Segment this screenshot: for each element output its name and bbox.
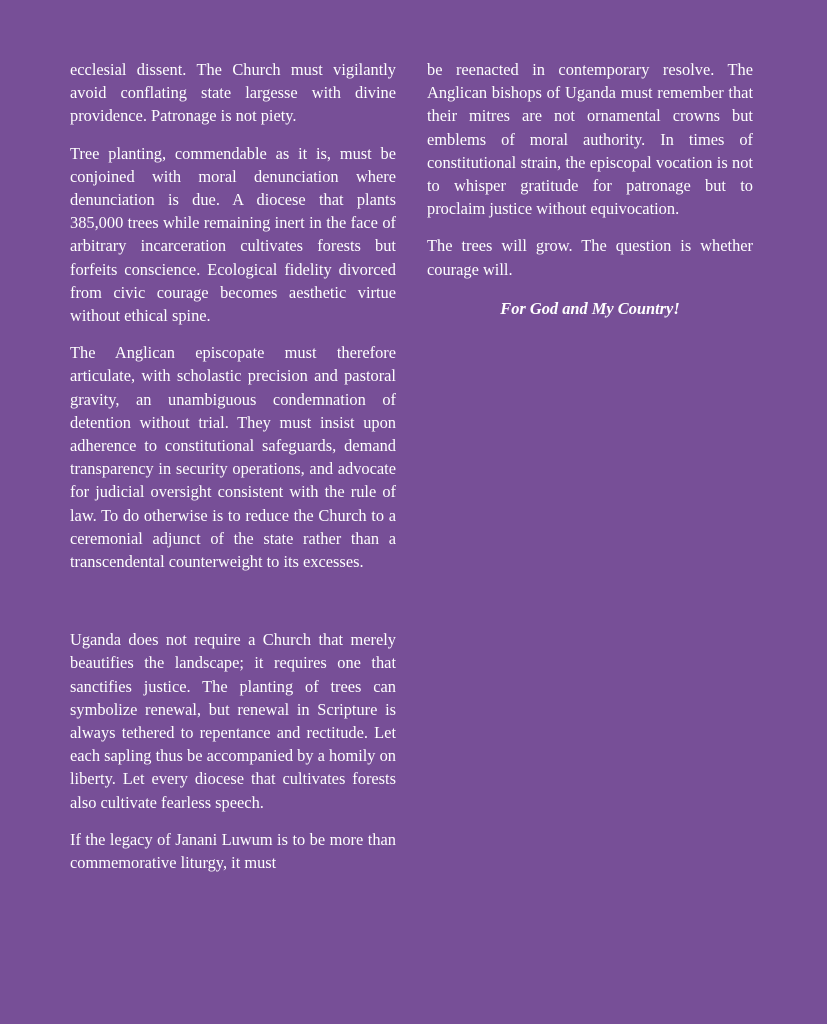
paragraph-uganda-church: Uganda does not require a Church that merely beautifies the landscape; it requires one that sanctifies justice. The planting of trees can symbolize renewal, but renewal in Scripture is always tethered to repentance and rectitude. Let each sapling thus be accompanied by a homily on liberty. Let every diocese that cultivates forests also cultivate fearless speech. [70, 630, 396, 812]
paragraph-anglican-episcopate: The Anglican episcopate must therefore articulate, with scholastic precision and pastoral gravity, an unambiguous condemnation of detention without trial. They must insist upon adherence to constitutional safeguards, demand transparency in security operations, and advocate for judicial oversight consistent with the rule of law. To do otherwise is to reduce the Church to a ceremonial adjunct of the state rather than a transcendental counterweight to its excesses. [70, 343, 396, 572]
section-gap [70, 587, 396, 628]
paragraph-trees-will-grow: The trees will grow. The question is whether courage will. [427, 236, 753, 279]
paragraph-janani-luwum: If the legacy of Janani Luwum is to be more than commemorative liturgy, it must [70, 829, 396, 873]
left-column [70, 58, 396, 888]
closing-motto: For God and My Country! [500, 298, 680, 318]
paragraph-patronage: ecclesial dissent. The Church must vigilantly avoid conflating state largesse with divine providence. Patronage is not piety. [70, 60, 396, 126]
paragraph-bishops-resolve: be reenacted in contemporary resolve. The Anglican bishops of Uganda must remember that their mitres are not ornamental crowns but emblems of moral authority. In times of constitutional strain, the episcopal vocation is not to whisper gratitude for patronage but to proclaim justice without equivocation. [427, 60, 753, 219]
paragraph-tree-planting: Tree planting, commendable as it is, must be conjoined with moral denunciation where denunciation is due. A diocese that plants 385,000 trees while remaining inert in the face of arbitrary incarceration cultivates forests but forfeits conscience. Ecological fidelity divorced from civic courage becomes aesthetic virtue without ethical spine. [70, 143, 396, 326]
right-column [427, 58, 753, 334]
